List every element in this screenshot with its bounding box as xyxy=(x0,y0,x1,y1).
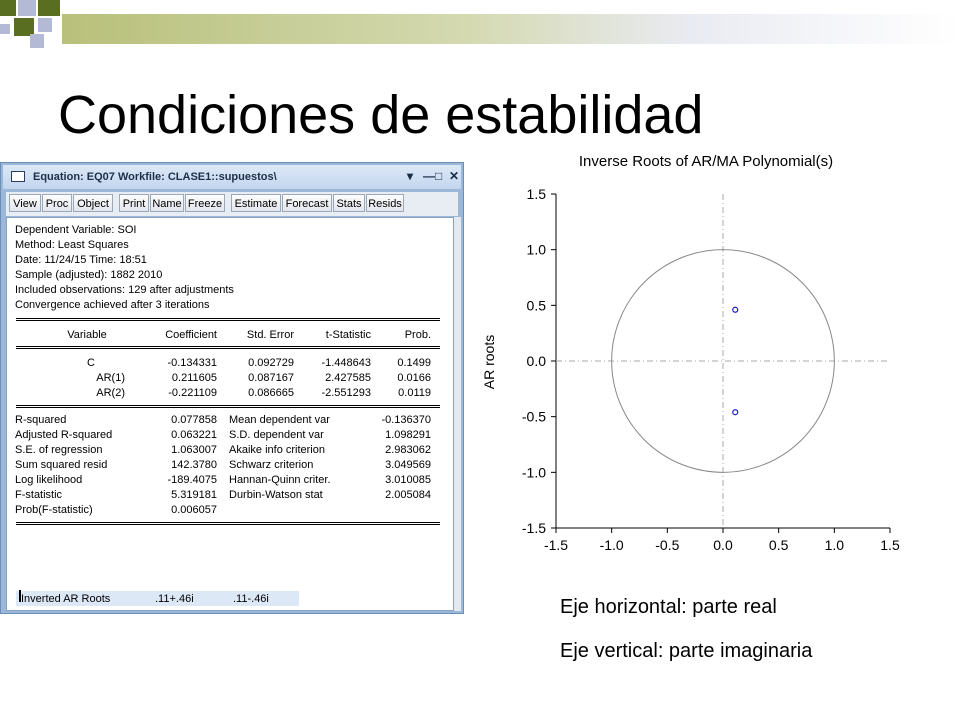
coef-cell: 0.092729 xyxy=(248,357,294,369)
object-button[interactable]: Object xyxy=(73,194,113,212)
corner-decoration-light-4 xyxy=(0,24,10,34)
coef-cell: AR(2) xyxy=(96,387,125,399)
chart-y-axis-label: AR roots xyxy=(481,334,497,390)
table-rule xyxy=(16,405,440,406)
stat-value: 0.077858 xyxy=(171,414,217,426)
stat-label: Durbin-Watson stat xyxy=(229,489,323,501)
close-icon[interactable]: ✕ xyxy=(449,169,460,183)
corner-decoration-light-3 xyxy=(30,34,44,48)
x-tick-label: 0.5 xyxy=(768,537,789,553)
output-header-line: Included observations: 129 after adjustments xyxy=(15,284,234,296)
corner-decoration-light-1 xyxy=(18,0,36,16)
stat-label: F-statistic xyxy=(15,489,63,501)
coef-header-stderror: Std. Error xyxy=(246,329,294,341)
coef-cell: AR(1) xyxy=(96,372,125,384)
y-tick-label: -0.5 xyxy=(521,408,546,425)
stat-value: 142.3780 xyxy=(171,459,217,471)
x-tick-label: -0.5 xyxy=(655,537,680,553)
estimation-output[interactable] xyxy=(6,217,454,611)
equation-window[interactable] xyxy=(0,162,464,614)
stat-value: -0.136370 xyxy=(381,414,431,426)
stat-value: 3.010085 xyxy=(385,474,431,486)
stat-value: 3.049569 xyxy=(385,459,431,471)
stat-label: Prob(F-statistic) xyxy=(15,504,93,516)
stat-value: 1.063007 xyxy=(171,444,217,456)
coef-cell: -0.134331 xyxy=(167,357,217,369)
corner-decoration-light-2 xyxy=(38,18,52,32)
stat-value: 1.098291 xyxy=(385,429,431,441)
coef-header-variable: Variable xyxy=(67,329,107,341)
chart-title: Inverse Roots of AR/MA Polynomial(s) xyxy=(578,153,834,170)
root-point xyxy=(733,410,738,415)
stat-label: Schwarz criterion xyxy=(229,459,314,471)
y-tick-label: -1.0 xyxy=(521,464,546,481)
output-header-line: Convergence achieved after 3 iterations xyxy=(15,299,210,311)
stat-value: 2.005084 xyxy=(385,489,431,501)
coef-header-coefficient: Coefficient xyxy=(165,329,217,341)
coef-cell: 0.1499 xyxy=(397,357,431,369)
window-title-bar[interactable] xyxy=(3,165,461,189)
resids-button[interactable]: Resids xyxy=(366,194,404,212)
roots-label: Inverted AR Roots xyxy=(21,593,111,605)
forecast-button[interactable]: Forecast xyxy=(282,194,332,212)
table-rule xyxy=(16,407,440,408)
coef-cell: C xyxy=(87,357,95,369)
output-header-line: Sample (adjusted): 1882 2010 xyxy=(15,269,163,281)
unit-circle xyxy=(612,250,835,473)
coef-header-prob: Prob. xyxy=(404,329,431,341)
stat-label: Adjusted R-squared xyxy=(15,429,113,441)
corner-decoration-dark-2 xyxy=(38,0,60,16)
equation-window-icon xyxy=(11,171,25,182)
table-rule xyxy=(16,522,440,523)
minimize-icon[interactable]: — xyxy=(423,169,435,183)
freeze-button[interactable]: Freeze xyxy=(185,194,225,212)
x-tick-label: -1.0 xyxy=(599,537,624,553)
y-tick-label: 0.5 xyxy=(526,297,546,314)
stat-value: 2.983062 xyxy=(385,444,431,456)
x-tick-label: 1.0 xyxy=(824,537,845,553)
coef-cell: 0.211605 xyxy=(171,372,217,384)
stat-label: Hannan-Quinn criter. xyxy=(229,474,331,486)
estimate-button[interactable]: Estimate xyxy=(231,194,281,212)
root-value: .11+.46i xyxy=(155,593,194,605)
caption-horizontal-axis: Eje horizontal: parte real xyxy=(560,596,777,618)
stat-label: R-squared xyxy=(15,414,67,426)
stat-value: 5.319181 xyxy=(171,489,217,501)
stat-label: Mean dependent var xyxy=(229,414,330,426)
stat-label: S.D. dependent var xyxy=(229,429,324,441)
coef-cell: -0.221109 xyxy=(168,387,217,399)
title-gradient-bar xyxy=(62,14,960,44)
dropdown-icon[interactable]: ▾ xyxy=(407,169,414,183)
y-tick-label: 0.0 xyxy=(526,353,546,369)
x-tick-label: 1.5 xyxy=(880,537,900,553)
coef-header-tstat: t-Statistic xyxy=(325,329,371,341)
window-toolbar xyxy=(6,192,458,216)
output-header-line: Dependent Variable: SOI xyxy=(15,224,137,236)
corner-decoration-dark-1 xyxy=(0,0,16,16)
table-rule xyxy=(16,318,440,319)
coef-cell: -1.448643 xyxy=(321,357,371,369)
caption-vertical-axis: Eje vertical: parte imaginaria xyxy=(560,640,813,662)
coef-cell: 0.086665 xyxy=(248,387,294,399)
slide-title: Condiciones de estabilidad xyxy=(58,85,704,145)
view-button[interactable]: View xyxy=(9,194,41,212)
stat-value: 0.063221 xyxy=(171,429,217,441)
stat-value: 0.006057 xyxy=(171,504,217,516)
stat-label: Akaike info criterion xyxy=(229,444,325,456)
print-button[interactable]: Print xyxy=(119,194,149,212)
x-tick-label: -1.5 xyxy=(543,537,569,553)
table-rule xyxy=(16,524,440,525)
stats-button[interactable]: Stats xyxy=(333,194,365,212)
table-rule xyxy=(16,346,440,347)
coef-cell: 2.427585 xyxy=(325,372,371,384)
y-tick-label: -1.5 xyxy=(521,520,546,536)
output-header-line: Date: 11/24/15 Time: 18:51 xyxy=(15,254,147,266)
vertical-scrollbar[interactable] xyxy=(454,217,461,611)
maximize-icon[interactable]: □ xyxy=(435,169,443,183)
inverse-roots-chart xyxy=(468,148,908,560)
coef-cell: -2.551293 xyxy=(321,387,371,399)
root-value: .11-.46i xyxy=(233,593,269,605)
y-tick-label: 1.0 xyxy=(526,241,546,258)
table-rule xyxy=(16,348,440,349)
output-header-line: Method: Least Squares xyxy=(15,239,129,251)
window-title-text: Equation: EQ07 Workfile: CLASE1::supuestos\ xyxy=(33,171,277,183)
coef-cell: 0.0166 xyxy=(397,372,431,384)
proc-button[interactable]: Proc xyxy=(42,194,72,212)
coef-cell: 0.0119 xyxy=(398,387,431,399)
table-rule xyxy=(16,320,440,321)
y-tick-label: 1.5 xyxy=(526,186,546,202)
stat-label: S.E. of regression xyxy=(15,444,103,456)
stat-label: Log likelihood xyxy=(15,474,83,486)
coef-cell: 0.087167 xyxy=(248,372,294,384)
root-point xyxy=(733,307,738,312)
stat-value: -189.4075 xyxy=(167,474,217,486)
stat-label: Sum squared resid xyxy=(15,459,108,471)
name-button[interactable]: Name xyxy=(150,194,184,212)
x-tick-label: 0.0 xyxy=(713,537,733,553)
